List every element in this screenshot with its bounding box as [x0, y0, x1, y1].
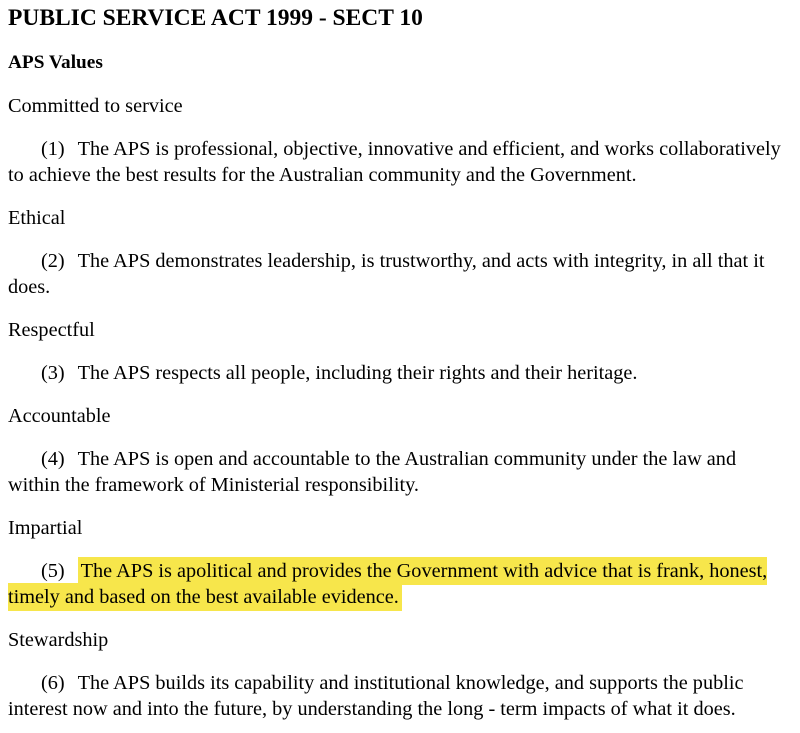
- clause-text: The APS demonstrates leadership, is trustworthy, and acts with integrity, in all that it does.: [8, 250, 765, 298]
- section-committed-to-service: [8, 93, 792, 188]
- value-heading: Stewardship: [8, 629, 109, 651]
- section-impartial: [8, 515, 792, 610]
- clause-paragraph: [8, 558, 792, 610]
- subtitle-aps-values: APS Values: [8, 52, 103, 73]
- section-accountable: [8, 403, 792, 498]
- clause-number: (6): [41, 672, 65, 694]
- clause-text: The APS is professional, objective, innovative and efficient, and works collaboratively to achieve the best results for the Australian community and the Government.: [8, 138, 781, 186]
- section-stewardship: [8, 627, 792, 722]
- clause-text-highlighted: The APS is apolitical and provides the Government with advice that is frank, honest, timely and based on the best available evidence.: [8, 557, 767, 611]
- clause-number: (3): [41, 362, 65, 384]
- value-heading: Impartial: [8, 517, 83, 539]
- value-heading: Committed to service: [8, 95, 183, 117]
- clause-number: (1): [41, 138, 65, 160]
- value-heading: Ethical: [8, 207, 66, 229]
- value-heading: Accountable: [8, 405, 111, 427]
- clause-paragraph: [8, 446, 792, 498]
- section-respectful: [8, 317, 792, 386]
- clause-paragraph: [8, 248, 792, 300]
- clause-paragraph: [8, 670, 792, 722]
- clause-paragraph: [8, 136, 792, 188]
- clause-text: The APS is open and accountable to the Australian community under the law and within the framework of Ministerial responsibility.: [8, 448, 737, 496]
- page-title: PUBLIC SERVICE ACT 1999 - SECT 10: [8, 5, 423, 31]
- clause-number: (4): [41, 448, 65, 470]
- section-ethical: [8, 205, 792, 300]
- clause-text: The APS respects all people, including their rights and their heritage.: [77, 362, 638, 384]
- value-heading: Respectful: [8, 319, 95, 341]
- clause-number: (2): [41, 250, 65, 272]
- clause-text: The APS builds its capability and institutional knowledge, and supports the public interest now and into the future, by understanding the long - term impacts of what it does.: [8, 672, 744, 720]
- clause-number: (5): [41, 560, 65, 582]
- clause-paragraph: [8, 360, 792, 386]
